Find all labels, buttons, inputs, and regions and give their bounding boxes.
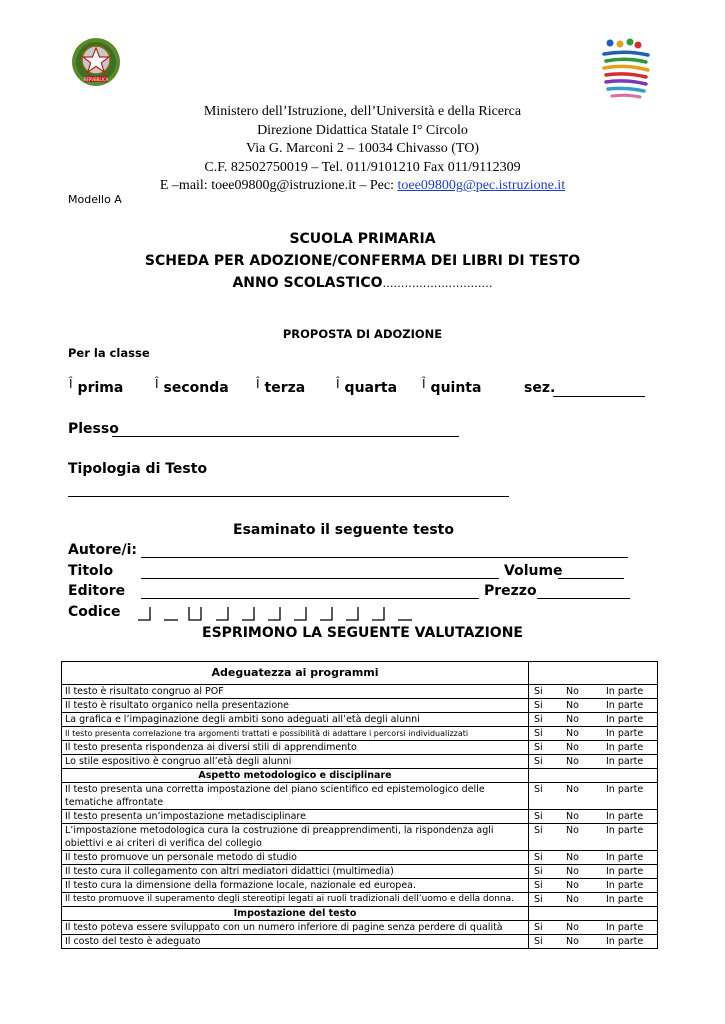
option-si[interactable]: Si (534, 852, 543, 863)
option-no[interactable]: No (566, 756, 579, 767)
rating-options[interactable] (529, 727, 658, 741)
tipologia-input-line[interactable] (68, 496, 509, 497)
evaluation-heading: ESPRIMONO LA SEGUENTE VALUTAZIONE (202, 625, 523, 641)
tipologia-label: Tipologia di Testo (68, 461, 208, 477)
pec-link[interactable]: toee09800g@pec.istruzione.it (397, 178, 566, 194)
rating-options[interactable] (529, 935, 658, 949)
rating-options[interactable] (529, 865, 658, 879)
address-line: Via G. Marconi 2 – 10034 Chivasso (TO) (246, 141, 479, 157)
option-si[interactable]: Si (534, 728, 543, 739)
table-row (62, 810, 658, 824)
author-input-line[interactable] (141, 557, 628, 558)
criterion-text: La grafica e l’impaginazione degli ambiti sono adeguati all’età degli alunni (62, 713, 529, 727)
criterion-text: Il testo cura il collegamento con altri mediatori didattici (multimedia) (62, 865, 529, 879)
class-option-prima[interactable] (69, 377, 124, 396)
table-row (62, 699, 658, 713)
class-option-label: seconda (163, 380, 229, 396)
class-option-label: quarta (344, 380, 398, 396)
title-school: SCUOLA PRIMARIA (289, 231, 436, 247)
rating-options[interactable] (529, 713, 658, 727)
option-in-parte[interactable]: In parte (606, 742, 644, 753)
option-no[interactable]: No (566, 742, 579, 753)
model-label: Modello A (68, 193, 122, 206)
option-no[interactable]: No (566, 825, 579, 836)
table-row (62, 879, 658, 893)
option-no[interactable]: No (566, 880, 579, 891)
document-title (0, 228, 725, 295)
table-row (62, 865, 658, 879)
evaluation-table (61, 661, 658, 949)
volume-input-line[interactable] (558, 578, 624, 579)
table-row (62, 755, 658, 769)
examined-heading: Esaminato il seguente testo (233, 522, 454, 538)
class-option-terza[interactable] (256, 377, 306, 396)
option-in-parte[interactable]: In parte (606, 784, 644, 795)
criterion-text: Il testo promuove un personale metodo di studio (62, 851, 529, 865)
criterion-text: Il testo è risultato organico nella presentazione (62, 699, 529, 713)
option-si[interactable]: Si (534, 742, 543, 753)
option-no[interactable]: No (566, 700, 579, 711)
option-si[interactable]: Si (534, 756, 543, 767)
criterion-text: Lo stile espositivo è congruo all’età degli alunni (62, 755, 529, 769)
class-label: Per la classe (68, 346, 150, 360)
title-label: Titolo (68, 563, 114, 579)
rating-options[interactable] (529, 783, 658, 810)
checkbox-icon: Î (69, 377, 73, 391)
option-no[interactable]: No (566, 922, 579, 933)
rating-options[interactable] (529, 741, 658, 755)
option-in-parte[interactable]: In parte (606, 714, 644, 725)
title-form: SCHEDA PER ADOZIONE/CONFERMA DEI LIBRI DI TESTO (144, 253, 581, 269)
option-no[interactable]: No (566, 728, 579, 739)
table-row (62, 824, 658, 851)
table-row (62, 713, 658, 727)
section-programmi-title: Adeguatezza ai programmi (62, 662, 529, 685)
criterion-text: Il testo presenta un’impostazione metadisciplinare (62, 810, 529, 824)
rating-options[interactable] (529, 893, 658, 907)
rating-options[interactable] (529, 921, 658, 935)
option-in-parte[interactable]: In parte (606, 811, 644, 822)
table-row (62, 727, 658, 741)
option-in-parte[interactable]: In parte (606, 852, 644, 863)
class-option-label: quinta (430, 380, 482, 396)
table-section-header (62, 769, 658, 783)
class-option-quinta[interactable] (422, 377, 482, 396)
publisher-label: Editore (68, 583, 126, 599)
option-si[interactable]: Si (534, 714, 543, 725)
option-in-parte[interactable]: In parte (606, 936, 644, 947)
email-text: E –mail: toee09800g@istruzione.it – Pec: (159, 178, 398, 194)
contacts-line: C.F. 82502750019 – Tel. 011/9101210 Fax 011/9112309 (204, 159, 521, 175)
criterion-text: Il testo cura la dimensione della formazione locale, nazionale ed europea. (62, 879, 529, 893)
option-in-parte[interactable]: In parte (606, 686, 644, 697)
option-si[interactable]: Si (534, 880, 543, 891)
criterion-text: Il testo presenta rispondenza ai diversi stili di apprendimento (62, 741, 529, 755)
title-year (0, 272, 725, 295)
author-label: Autore/i: (68, 542, 138, 558)
option-si[interactable]: Si (534, 866, 543, 877)
option-si[interactable]: Si (534, 894, 543, 905)
price-input-line[interactable] (537, 598, 630, 599)
option-no[interactable]: No (566, 784, 579, 795)
rating-options[interactable] (529, 685, 658, 699)
year-label: ANNO SCOLASTICO (232, 275, 383, 291)
proposal-heading: PROPOSTA DI ADOZIONE (282, 327, 443, 341)
table-row (62, 685, 658, 699)
ministry-line: Ministero dell’Istruzione, dell’Università e della Ricerca (203, 104, 522, 119)
table-row (62, 851, 658, 865)
rating-options[interactable] (529, 824, 658, 851)
option-no[interactable]: No (566, 866, 579, 877)
section-impostazione-title: Impostazione del testo (62, 907, 529, 921)
checkbox-icon: Î (336, 377, 340, 391)
code-digit-boxes[interactable] (136, 604, 442, 622)
criterion-text: Il testo è risultato congruo al POF (62, 685, 529, 699)
criterion-text: Il testo presenta correlazione tra argomenti trattati e possibilità di adattare i percorsi individualizzati (62, 727, 529, 741)
option-in-parte[interactable]: In parte (606, 866, 644, 877)
section-input-line[interactable] (553, 396, 645, 397)
option-in-parte[interactable]: In parte (606, 756, 644, 767)
rating-options[interactable] (529, 755, 658, 769)
title-input-line[interactable] (141, 578, 499, 579)
option-si[interactable]: Si (534, 784, 543, 795)
section-label: sez. (524, 380, 556, 396)
table-row (62, 935, 658, 949)
criterion-text: L’impostazione metodologica cura la costruzione di preapprendimenti, la rispondenza agli obiettivi e ai criteri di verifica del collegio (62, 824, 529, 851)
table-section-header (62, 662, 658, 685)
price-label: Prezzo (484, 583, 537, 599)
option-no[interactable]: No (566, 936, 579, 947)
year-blank: ………………………… (382, 277, 493, 290)
class-option-quarta[interactable] (336, 377, 398, 396)
rating-options[interactable] (529, 810, 658, 824)
svg-text:REPVBBLICA: REPVBBLICA (83, 77, 109, 82)
option-si[interactable]: Si (534, 922, 543, 933)
option-no[interactable]: No (566, 852, 579, 863)
class-option-seconda[interactable] (155, 377, 229, 396)
criterion-text: Il testo poteva essere sviluppato con un numero inferiore di pagine senza perdere di qualità (62, 921, 529, 935)
direction-line: Direzione Didattica Statale I° Circolo (257, 122, 468, 138)
option-in-parte[interactable]: In parte (606, 922, 644, 933)
checkbox-icon: Î (155, 377, 159, 391)
section-metodologico-title: Aspetto metodologico e disciplinare (62, 769, 529, 783)
option-in-parte[interactable]: In parte (606, 728, 644, 739)
table-section-header (62, 907, 658, 921)
option-si[interactable]: Si (534, 811, 543, 822)
option-in-parte[interactable]: In parte (606, 700, 644, 711)
rating-options[interactable] (529, 699, 658, 713)
school-logo (598, 34, 654, 102)
option-si[interactable]: Si (534, 686, 543, 697)
option-si[interactable]: Si (534, 825, 543, 836)
rating-options[interactable] (529, 879, 658, 893)
option-si[interactable]: Si (534, 700, 543, 711)
plesso-input-line[interactable] (112, 436, 459, 437)
option-in-parte[interactable]: In parte (606, 880, 644, 891)
publisher-input-line[interactable] (141, 598, 479, 599)
checkbox-icon: Î (422, 377, 426, 391)
option-no[interactable]: No (566, 811, 579, 822)
criterion-text: Il testo presenta una corretta impostazione del piano scientifico ed epistemologico delle tematiche affrontate (62, 783, 529, 810)
class-option-label: prima (77, 380, 124, 396)
class-option-label: terza (264, 380, 306, 396)
criterion-text: Il testo promuove il superamento degli stereotipi legati ai ruoli tradizionali dell’uomo e della donna. (62, 893, 529, 907)
table-row (62, 741, 658, 755)
plesso-label: Plesso (68, 421, 119, 437)
option-no[interactable]: No (566, 714, 579, 725)
institution-header (0, 103, 725, 196)
volume-label: Volume (504, 563, 563, 579)
option-in-parte[interactable]: In parte (606, 825, 644, 836)
italian-republic-emblem (70, 36, 122, 88)
option-no[interactable]: No (566, 894, 579, 905)
table-row (62, 783, 658, 810)
checkbox-icon: Î (256, 377, 260, 391)
option-in-parte[interactable]: In parte (606, 894, 644, 905)
rating-options[interactable] (529, 851, 658, 865)
option-si[interactable]: Si (534, 936, 543, 947)
table-row (62, 893, 658, 907)
table-row (62, 921, 658, 935)
criterion-text: Il costo del testo è adeguato (62, 935, 529, 949)
option-no[interactable]: No (566, 686, 579, 697)
code-label: Codice (68, 604, 121, 620)
